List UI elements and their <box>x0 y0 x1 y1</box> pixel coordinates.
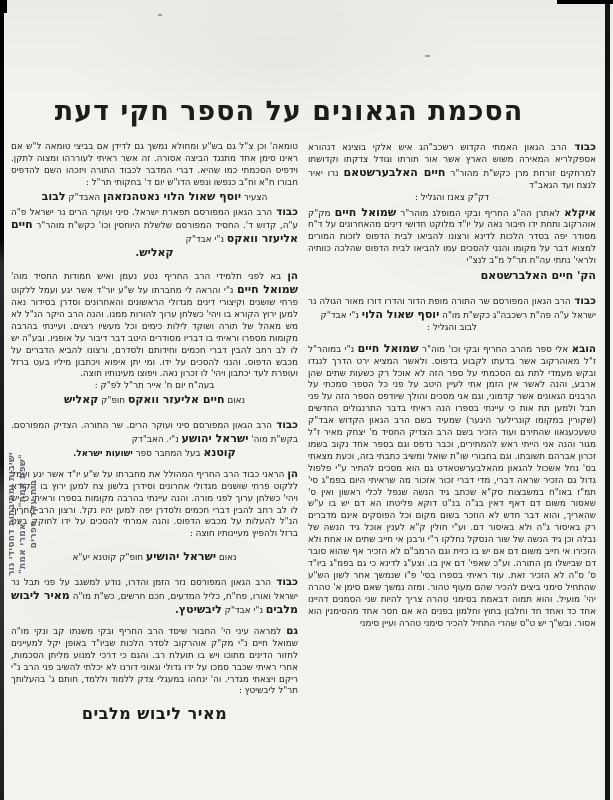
text-run: נ"י והראה לי מחברתו על ש"ע יור"ד אשר יגע ועמל ללקוט פרחי שושנים וקיצורי דינים מגדולי הראשונים והאחרונים וסדרן בסידור נאה למען ירוץ הקורא בו ויהי' כשלחן ערוך להורות ממנו. והנה הרב היקר הנ"ל לא מש מאהל של תורה ושוקד לילות כימים וכל מעשיו רצוים. ועיינתי בהרבה מקומות מספרו וראיתי בו דבריו מסודרים היטב דבר דיבור על אופניו. ובע"ה יש לו לב רחב להבין דברי חכמים וחידותם ולסדרם, ורצונו להביא הדברים על מכבש הדפוס. והנני להסכים על ידו. ומי יתן איפוא ויכתבון מיליו בעט ברזל ועופרת לעד יכתבון ויהי' לו זכרון נאה. ויפוצו מעינותיו חוצה. <box>11 286 298 380</box>
text-run: הן <box>287 270 298 283</box>
approbation-kutna-header-city <box>11 447 298 461</box>
approbation-nathanson-signature <box>11 191 298 205</box>
text-run: הרב הגאון האמתי הקדוש רשכב"הג איש אלקי בוצינא דנהורא אספקלריא המאירה משוש הארץ אשר אור תורתו וגודל צדקתו וקדושתו למרחקים זורחת מרן כקש"ת מהור"ר <box>308 143 596 179</box>
text-run: איקלא <box>564 206 597 219</box>
library-stamp <box>7 394 41 634</box>
text-run: כבוד <box>566 141 596 153</box>
scan-bar-top-right <box>557 0 613 4</box>
approbation-nathanson-header <box>308 296 596 323</box>
approbation-halberstam-signature <box>308 270 596 284</box>
text-run: הן <box>287 467 298 480</box>
approbation-malbim-header <box>11 577 298 618</box>
text-run: קאליש <box>63 393 99 407</box>
text-run: הרב הגאון המפורסם תפארת ישראל. סיני ועוקר הרים נר ישראל פ"ה ע"ה, קדוש ד'. החסיד המפורסם שלשלת היוחסין וכו' כקש"ת מוהר"ר <box>11 207 298 232</box>
text-run: הרב הגאון המפורסם סיני ועוקר הרים. שר התורה. הצדיק המפורסם. בקש"ת מוה' <box>11 421 298 446</box>
scan-speck <box>158 14 162 16</box>
approbation-halberstam-body <box>308 207 596 269</box>
text-run: האבד"ק <box>65 192 103 203</box>
text-run: לאתרן הה"ג החריף ובקי המופלג מוהר"ר <box>396 208 565 219</box>
text-run: נ"י במוהר"ל ז"ל מאוהרקוב אשר בדעתו לקבוע בדפוס. ולאשר המציא ירט הדרך לנגדו ובקש מעמדי לתת גם הסכמתי על ספר הזה לא אוכל רק כשעות שתים שהן ארבע, והנה לאשר אין הזמן אתי לעיין היטב על פני כל הספר סמכתי על הרבנים הגאונים אשר קדמוני, וגם אני מסכים והולך שיודפס הספר הזה על פני תבל ולמען תת אות כי עיינתי בספרו הנה ראיתי בדבר התרנגולים החדשים (שקורין במקומו קונרילער היגער) שמעיד בשם הרב הגאון הקדוש אבד"ק טשעכענאוו שהתירם ועוד הזכיר בשם הרב הצדיק החסיד מ' יצחק מאיר ז"ל מגור והנה אני הייתי ראש להמתירים, וכבר נדפס וגם בספר אחד נקוב בשמו זכרון אברהם תשובתו. וגם בחבורי שו"ת שואל ומשיב כתבתי בזה, וכעת מצאתי בס' נחל אשכול להגאון מהאלבערשטאדט גם הוא מסכים להתיר ע"י פלפול גדול גם הזכיר שראה דברי, מדי דברי זכור אזכור מה שראיתי היום בפמ"ג סי' תמ"ז באו"ח במשבצות סק"א שכתב גיד הנשה שנפל לכלי ראשון ואין ס' שאסור משום דם דאף דאין בג"ה בנ"ט דוקא פליטתו הא דם יש בו ע"ש שהאריך, והוא דבר חדש לא הוזכר בשום מקום וכל הפוסקים אינם מדברים רק באיסור ג"ה ולא באיסור דם. וע"י חולין ק"א לענין אוכל גיד הנשה של נבלה וכן גיד הנשה של שור הנסקל נחלקו ר"י ורבנן אי חייב שתים או אחת ולא הזכירו אי חייב משום דם אם יש בו כזית וגם הרמב"ם לא הזכיר אף שהוא סובר דם שבישלו מן התורה. וע"כ שאפי' דם אין בו. וצע"ג לדינא כי גם בפמ"ג ביו"ד ס' ס"ה לא הזכיר זאת. עוד ראיתי בספרו בסי' פ"ו שנמשך אחר לשון הש"ע שהתחיל סימני ביצים להכיר שהם מעוף טהור. ומזה נמשך שאם סימן א' טהרה יהי' מועיל. והוא תמוה דבאמת בסימני טהרה צריך להיות שני הסמנים דהיינו אחד כד ואחד חד וחלבון בחוץ וחלמון בפנים הא אם חסר אחד מהסימנין הוא אסור. ובש"ך יש ט"ס שהרי התחיל להכיר סימני טהרה ועיין סימני <box>308 344 596 629</box>
text-run: חיים אליעזר וואקס <box>127 393 225 407</box>
approbation-waks-signature <box>11 394 298 408</box>
scan-edge-right <box>605 0 610 800</box>
text-run: טומאה' וכן צ"ל גם בש"ע ומחולא נמשך גם לדידן אם בביצי טומאה ל"ש אם ראינו סימן אחד מתנגד הביצה אסורה. זה אשר ראיתי לעוררהו ומצוה לתקן. וידפיס הסכמתי כמו שהיא. דברי המדבר לכבוד התורה ויזכהו השם להדפיס חבורו ח"א וח"ב כנפשו ונפש הדו"ש יום ד' בחקותי תר"ל : <box>11 142 298 188</box>
text-run: בא לפני תלמידי הרב החריף נטע נעמן ואיש חמודות החסיד מוה' <box>11 272 288 283</box>
library-stamp-line: בית עקד ספרים <box>29 479 39 549</box>
text-run: מאיר ליבוש מלבים <box>11 589 298 616</box>
library-stamp-line: ישיבות ומתיבתות דחסידי גור <box>7 451 17 577</box>
approbation-halberstam-header <box>308 142 596 193</box>
text-run: נ"י אבד"ק <box>320 310 362 321</box>
page-title: הסכמת הגאונים על הספר חקי דעת <box>54 96 524 127</box>
text-run: הרב הגאון המפורסם שר התורה מופת הדור והדרו דורו מאור הגולה נר ישראל ע"ה פה"ת רשכבה"ג כקש"ת מו"ה <box>308 296 596 321</box>
column-left <box>11 142 298 724</box>
text-run: חופ"ק קוטנא יע"א <box>72 553 146 564</box>
text-run: הצעיר <box>241 192 268 203</box>
approbation-nathanson-header-city <box>308 323 596 335</box>
approbation-waks-body <box>11 271 298 381</box>
text-run: יוסף שאול הלוי נאטהנזאהן <box>102 189 242 203</box>
text-run: נ"י אבד"ק <box>185 235 227 246</box>
text-run: לבוב <box>41 189 66 203</box>
text-run: למראה עיני הי' החבור שיסד הרב החריף ובקי משנתו קב ונקי מו"ה שמואל חיים נ"י מק"ק אוהרקוב לסדר הלכות שביו"ד באופן יקל למעיינים לחזור הדינים מתוכו ויש בו תועלת רב. והגם כי דרכי למנוע מליתן הסכמות, אחרי ראיתי שכבר סמכו על ידו גדולי וגאוני דורנו לא יכלתי להשיב פני הרב נ"י ריקם ויצאתי מגדרי. וה' ינחהו במעגלי צדק ללמוד וללמד, חותם ג' בהעלותך תר"ל ליבשיטץ : <box>11 626 298 697</box>
text-run: מאיר ליבוש מלבים <box>81 704 228 724</box>
text-run: נאום <box>216 553 237 564</box>
library-stamp-line: "שפת אמת" - "אמרי אמת" <box>18 453 28 575</box>
scan-speck <box>425 55 430 57</box>
text-run: שמואל חיים <box>236 283 298 297</box>
approbation-nathanson-body-continued <box>11 142 298 190</box>
text-run: קאליש. <box>135 246 174 260</box>
text-run: כבוד <box>271 576 298 589</box>
text-run: חיים האלבערשטאם <box>343 165 446 179</box>
text-run: ישראל יהושע <box>181 432 249 446</box>
text-run: הק' חיים האלברשטאם <box>480 269 596 283</box>
text-run: חופ"ק <box>98 396 128 407</box>
approbation-malbim-signature <box>11 704 298 724</box>
text-run: כבוד <box>272 205 298 218</box>
text-run: דק"ק צאנז והגליל : <box>414 192 490 203</box>
text-run: נאום <box>224 396 246 407</box>
text-run: ליבשיטץ. <box>175 603 222 616</box>
approbation-waks-date <box>11 381 298 393</box>
text-run: גם <box>286 624 298 637</box>
approbation-kutna-signature <box>11 551 298 565</box>
text-run: כבוד <box>272 419 298 432</box>
text-run: כבוד <box>570 294 596 307</box>
text-run: שמואל חיים <box>357 341 419 355</box>
text-run: הובא <box>571 342 596 355</box>
text-run: קוטנא <box>203 445 236 459</box>
text-run: מק"ק אוהרקוב ותחת ידו חיבור נאה על יו"ד מלוקט חדושי דינים מהאחרונים על ד"ח מסודר יפה בסדר הלכות לדינא ורצונו להביאו לבית הדפוס לזכות המורים למצוא דבר על מקומו והנני להסכים עמו להביאו לבית הדפוס שהלכה כוותיה ולראי' נתתי עה"ח תר"ל מ"ב לנצ"י <box>308 208 596 267</box>
text-run: בעה"ח יום ח' אייר תר"ל לפ"ק : <box>94 381 215 392</box>
approbation-nathanson-body <box>308 343 596 631</box>
approbation-kutna-body <box>11 469 298 541</box>
text-run: אלי ספר מהרב החריף ובקי וכו' מוה"ר <box>418 344 572 355</box>
text-run: חיים אליעזר וואקס <box>11 218 298 246</box>
approbation-waks-header <box>11 207 298 248</box>
text-run: הראני כבוד הרב החריף המהולל את מחברתו על ש"ע יו"ד אשר יגע ועמל ללקוט פרחי שושנים מגדולי אחרונים וסידרן בלשון צח למען ירוץ בו הקורא ויהי' כשלחן ערוך לפני מורה. והנה עיינתי בהרבה מקומות בספרו וראיתי כי יש לו לב רחב להבין דברי חכמים ולסדרן יפה למען יהיו נקל. ורצון הרב החריף הנ"ל להעלות על מכבש הדפוס. והנה אמרתי להסכים על ידו לחוקק בעט ברזל ולהפיץ מעיינותיו חוצה : <box>11 469 298 540</box>
approbation-halberstam-header-city <box>308 193 596 205</box>
approbation-kutna-header <box>11 420 298 447</box>
approbation-malbim-body <box>11 626 298 698</box>
text-run: נ"י. האב"דק <box>131 435 182 446</box>
text-run: שמואל חיים <box>334 205 397 219</box>
text-run: לבוב והגליל : <box>427 322 477 333</box>
text-run: ישועות ישראל. <box>73 448 133 459</box>
text-run: נרו יאיר לנצח ועד הגאב"ד <box>308 168 596 191</box>
scan-edge-left <box>0 0 4 800</box>
approbation-waks-header-city <box>11 247 298 261</box>
text-run: ישראל יהושיע <box>145 550 217 564</box>
scan-corner-top-left <box>0 0 7 13</box>
text-run: נ"י אבד"ק <box>221 606 266 616</box>
text-run: הרב הגאון המפורסם נזר הזמן והדרו, נודע למשגב על פני תבל נר ישראל ואורו, פח"ח, כליל המדעים, חכם חרשים, כש"ת מו"ה <box>11 578 298 603</box>
text-run: יוסף שאול הלוי <box>361 307 440 321</box>
column-right <box>308 142 596 630</box>
text-run: בעל המחבר ספר <box>132 448 204 459</box>
